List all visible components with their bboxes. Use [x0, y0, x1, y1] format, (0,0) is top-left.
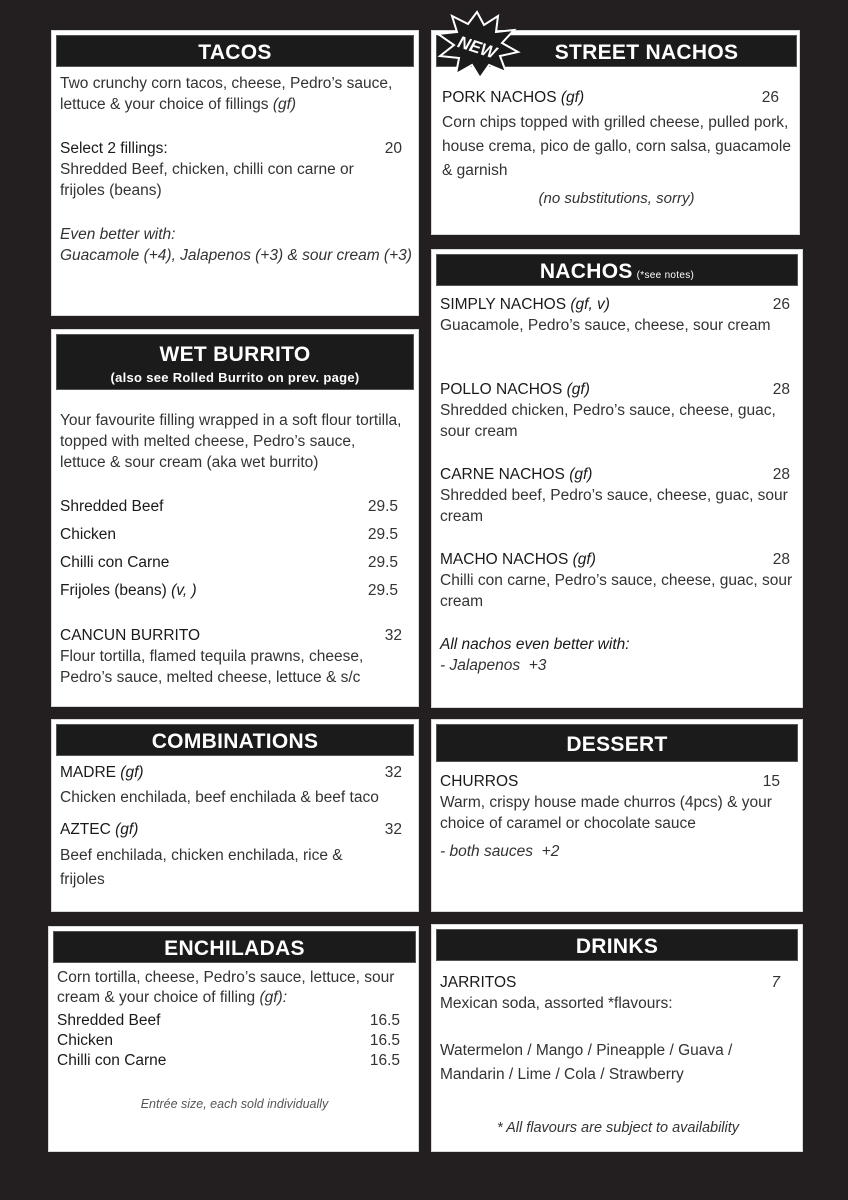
tacos-select-label: Select 2 fillings:: [60, 140, 168, 157]
enchiladas-header: [53, 931, 416, 963]
enchiladas-item-name: Chicken: [57, 1032, 113, 1049]
combinations-title: COMBINATIONS: [151, 730, 319, 753]
nachos-item-price: 28: [772, 551, 790, 568]
wet-burrito-title: WET BURRITO: [159, 343, 311, 366]
drinks-header: [436, 929, 798, 961]
churros-desc: Warm, crispy house made churros (4pcs) & your choice of caramel or chocolate sauce: [440, 794, 772, 832]
enchiladas-panel: [48, 926, 419, 1152]
wet-burrito-item-price: 29.5: [367, 526, 398, 543]
enchiladas-item-name: Chilli con Carne: [57, 1052, 167, 1069]
tacos-title: TACOS: [198, 41, 272, 64]
combinations-item-name: AZTEC (gf): [60, 821, 139, 838]
nachos-title-note: (*see notes): [636, 270, 695, 281]
nachos-item-name: MACHO NACHOS (gf): [440, 551, 596, 568]
street-nachos-item-name: PORK NACHOS (gf): [442, 89, 585, 106]
jarritos-desc: Mexican soda, assorted *flavours:: [440, 995, 673, 1012]
wet-burrito-subtitle: (also see Rolled Burrito on prev. page): [110, 370, 360, 385]
combinations-item-desc: Beef enchilada, chicken enchilada, rice & frijoles: [60, 847, 343, 888]
nachos-item-price: 28: [772, 381, 790, 398]
new-starburst-icon: [432, 10, 522, 80]
combinations-header: [56, 724, 414, 756]
wet-burrito-item-price: 29.5: [367, 498, 398, 515]
wet-burrito-description: Your favourite filling wrapped in a soft flour tortilla, topped with melted cheese, Pedro’s sauce, lettuce & sour cream (aka wet burrito): [60, 412, 402, 471]
tacos-description: Two crunchy corn tacos, cheese, Pedro’s sauce, lettuce & your choice of fillings (gf): [60, 75, 393, 113]
combinations-item-price: 32: [384, 764, 402, 781]
tacos-better-items: Guacamole (+4), Jalapenos (+3) & sour cream (+3): [60, 247, 412, 264]
nachos-item-name: SIMPLY NACHOS (gf, v): [440, 296, 610, 313]
combinations-item-desc: Chicken enchilada, beef enchilada & beef taco: [60, 789, 379, 806]
tacos-fillings: Shredded Beef, chicken, chilli con carne or frijoles (beans): [60, 161, 354, 199]
tacos-select-price: 20: [384, 140, 402, 157]
tacos-header: [56, 35, 414, 67]
churros-name: CHURROS: [440, 773, 519, 790]
combinations-panel: [51, 719, 419, 912]
enchiladas-item-price: 16.5: [369, 1032, 400, 1049]
enchiladas-title: ENCHILADAS: [164, 937, 305, 960]
enchiladas-item-name: Shredded Beef: [57, 1012, 161, 1029]
tacos-panel: [51, 30, 419, 316]
wet-burrito-item-name: Frijoles (beans) (v, ): [60, 582, 197, 599]
wet-burrito-item-name: Chicken: [60, 526, 116, 543]
cancun-burrito-desc: Flour tortilla, flamed tequila prawns, cheese, Pedro’s sauce, melted cheese, lettuce & s/c: [60, 648, 364, 686]
enchiladas-description: Corn tortilla, cheese, Pedro’s sauce, lettuce, sour cream & your choice of filling (gf):: [57, 969, 395, 1006]
cancun-burrito-name: CANCUN BURRITO: [60, 627, 201, 644]
nachos-better-item: - Jalapenos +3: [440, 657, 547, 674]
dessert-title: DESSERT: [566, 733, 668, 756]
new-badge-text: NEW: [455, 32, 499, 63]
wet-burrito-item-name: Shredded Beef: [60, 498, 164, 515]
tacos-description-tag: (gf): [272, 96, 297, 113]
churros-price: 15: [762, 773, 780, 790]
dessert-header: [436, 724, 798, 762]
enchiladas-item-price: 16.5: [369, 1012, 400, 1029]
enchiladas-item-price: 16.5: [369, 1052, 400, 1069]
combinations-item-name: MADRE (gf): [60, 764, 144, 781]
nachos-item-desc: Shredded beef, Pedro’s sauce, cheese, guac, sour cream: [440, 487, 788, 525]
drinks-panel: [431, 924, 803, 1152]
nachos-better-label: All nachos even better with:: [440, 636, 630, 653]
drinks-flavours: Watermelon / Mango / Pineapple / Guava / Mandarin / Lime / Cola / Strawberry: [440, 1042, 733, 1083]
dessert-extra: - both sauces +2: [440, 843, 560, 860]
nachos-item-desc: Chilli con carne, Pedro’s sauce, cheese, guac, sour cream: [440, 572, 793, 610]
nachos-header: [436, 254, 798, 286]
jarritos-price: 7: [771, 974, 780, 991]
nachos-item-name: CARNE NACHOS (gf): [440, 466, 593, 483]
wet-burrito-header: [56, 334, 414, 390]
wet-burrito-item-price: 29.5: [367, 582, 398, 599]
wet-burrito-item-price: 29.5: [367, 554, 398, 571]
street-nachos-item-price: 26: [761, 89, 779, 106]
street-nachos-title: STREET NACHOS: [554, 41, 739, 64]
nachos-item-desc: Guacamole, Pedro’s sauce, cheese, sour cream: [440, 317, 771, 334]
nachos-item-price: 28: [772, 466, 790, 483]
dessert-panel: [431, 719, 803, 912]
tacos-better-label: Even better with:: [60, 226, 176, 243]
drinks-title: DRINKS: [575, 935, 659, 958]
wet-burrito-panel: [51, 329, 419, 707]
street-nachos-note: (no substitutions, sorry): [538, 190, 695, 207]
drinks-note: * All flavours are subject to availability: [496, 1120, 740, 1136]
nachos-item-name: POLLO NACHOS (gf): [440, 381, 590, 398]
nachos-item-price: 26: [772, 296, 790, 313]
combinations-item-price: 32: [384, 821, 402, 838]
street-nachos-item-desc: Corn chips topped with grilled cheese, pulled pork, house crema, pico de gallo, corn salsa, guacamole & garnish: [442, 114, 791, 179]
jarritos-name: JARRITOS: [440, 974, 517, 991]
nachos-item-desc: Shredded chicken, Pedro’s sauce, cheese, guac, sour cream: [440, 402, 776, 440]
cancun-burrito-price: 32: [384, 627, 402, 644]
enchiladas-note: Entrée size, each sold individually: [140, 1097, 329, 1111]
wet-burrito-item-name: Chilli con Carne: [60, 554, 170, 571]
nachos-title: NACHOS: [539, 260, 633, 283]
nachos-panel: [431, 249, 803, 708]
